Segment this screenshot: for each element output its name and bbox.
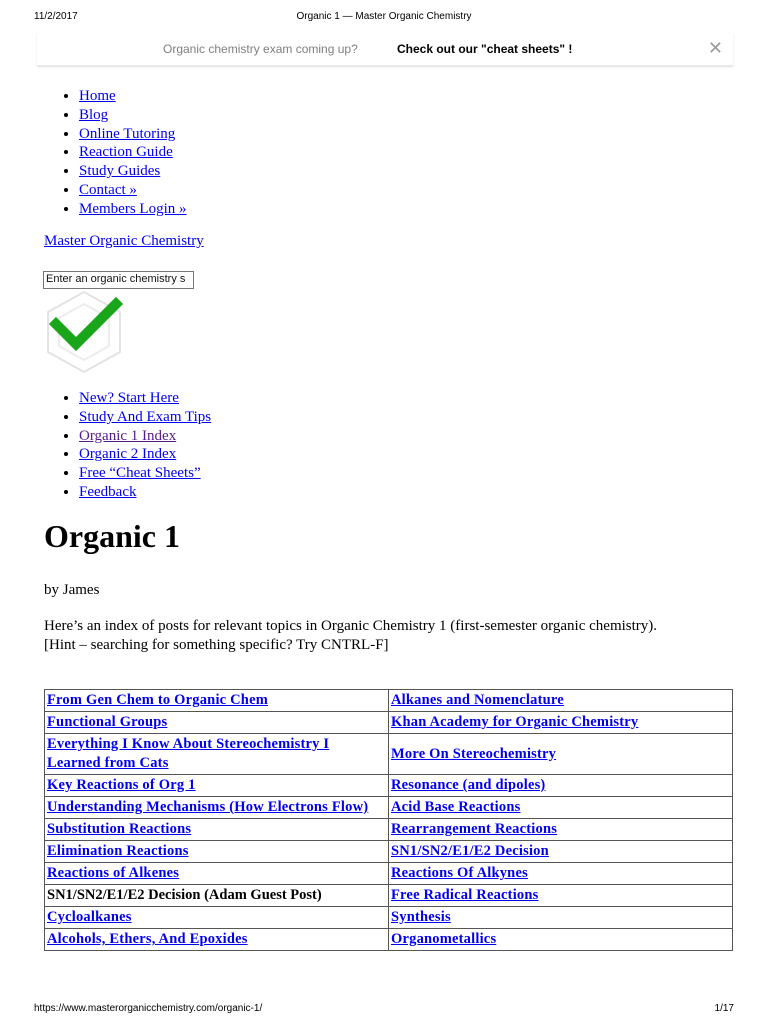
nav-link-home[interactable]: Home (79, 88, 116, 104)
subnav-item-study-tips (79, 408, 211, 427)
organic-1-index-table (44, 689, 733, 951)
intro-text (44, 617, 704, 654)
table-cell (45, 690, 389, 712)
table-cell (389, 819, 733, 841)
table-row (45, 929, 733, 951)
table-cell (389, 712, 733, 734)
banner-text: Organic chemistry exam coming up? (163, 42, 358, 56)
index-link[interactable]: Resonance (and dipoles) (391, 777, 546, 793)
table-row (45, 885, 733, 907)
print-url: https://www.masterorganicchemistry.com/organic-1/ (34, 1003, 263, 1014)
index-link[interactable]: Understanding Mechanisms (How Electrons Flow) (47, 799, 369, 815)
table-row (45, 775, 733, 797)
subnav-item-cheat-sheets (79, 464, 211, 483)
search-hint: [Hint – searching for something specific? Try CNTRL-F] (44, 636, 389, 653)
index-link[interactable]: Organometallics (391, 931, 497, 947)
table-row (45, 863, 733, 885)
index-link[interactable]: Reactions Of Alkynes (391, 865, 528, 881)
subnav-item-start-here (79, 389, 211, 408)
table-cell (389, 929, 733, 951)
table-cell (45, 907, 389, 929)
nav-link-tutoring[interactable]: Online Tutoring (79, 125, 176, 142)
banner-cta-link[interactable]: Check out our "cheat sheets" ! (397, 42, 573, 56)
table-cell (389, 841, 733, 863)
subnav-item-organic-1 (79, 427, 211, 446)
subnav-link-feedback[interactable]: Feedback (79, 483, 137, 500)
byline: by James (44, 582, 100, 598)
subnav-link-study-tips[interactable]: Study And Exam Tips (79, 408, 212, 425)
index-link[interactable]: Rearrangement Reactions (391, 821, 558, 837)
print-page-number: 1/17 (714, 1003, 734, 1014)
subnav-item-feedback (79, 483, 211, 502)
index-link[interactable]: Elimination Reactions (47, 843, 189, 859)
close-icon[interactable]: ✕ (707, 38, 723, 58)
nav-item-contact (79, 181, 186, 200)
main-nav (0, 87, 186, 219)
index-text: SN1/SN2/E1/E2 Decision (Adam Guest Post) (47, 887, 322, 903)
table-row (45, 690, 733, 712)
table-cell (389, 690, 733, 712)
index-link[interactable]: Khan Academy for Organic Chemistry (391, 714, 639, 730)
sub-nav (0, 389, 211, 502)
table-cell (389, 775, 733, 797)
nav-item-study-guides (79, 162, 186, 181)
nav-item-tutoring (79, 125, 186, 144)
table-cell (389, 863, 733, 885)
subnav-link-cheat-sheets[interactable]: Free “Cheat Sheets” (79, 465, 201, 482)
table-cell (389, 797, 733, 819)
table-row (45, 712, 733, 734)
table-row (45, 841, 733, 863)
print-header (34, 11, 734, 25)
table-row (45, 819, 733, 841)
nav-item-members-login (79, 200, 186, 219)
table-cell (45, 841, 389, 863)
index-link[interactable]: Functional Groups (47, 714, 168, 730)
index-link[interactable]: Synthesis (391, 909, 451, 925)
index-link[interactable]: Alcohols, Ethers, And Epoxides (47, 931, 248, 947)
intro-paragraph: Here’s an index of posts for relevant topics in Organic Chemistry 1 (first-semester organic chemistry). (44, 618, 658, 634)
table-cell (45, 734, 389, 775)
table-cell (45, 885, 389, 907)
table-cell (45, 797, 389, 819)
nav-link-study-guides[interactable]: Study Guides (79, 163, 161, 180)
table-row (45, 797, 733, 819)
index-link[interactable]: Key Reactions of Org 1 (47, 777, 196, 793)
nav-item-reaction-guide (79, 143, 186, 162)
checkmark-hexagon-icon[interactable] (42, 290, 126, 374)
nav-link-members-login[interactable]: Members Login » (79, 200, 187, 217)
table-cell (45, 863, 389, 885)
table-row (45, 907, 733, 929)
print-date: 11/2/2017 (34, 11, 78, 22)
index-link[interactable]: Reactions of Alkenes (47, 865, 180, 881)
subnav-item-organic-2 (79, 445, 211, 464)
table-cell (45, 929, 389, 951)
subnav-link-organic-1[interactable]: Organic 1 Index (79, 427, 177, 444)
print-footer (34, 1003, 734, 1017)
print-page-title: Organic 1 — Master Organic Chemistry (296, 11, 472, 22)
index-link[interactable]: Everything I Know About Stereochemistry I Learned from Cats (47, 736, 330, 771)
table-row (45, 734, 733, 775)
table-cell (45, 712, 389, 734)
promo-banner (37, 33, 733, 66)
index-link[interactable]: More On Stereochemistry (391, 745, 557, 762)
nav-item-blog (79, 106, 186, 125)
nav-link-contact[interactable]: Contact » (79, 181, 137, 198)
subnav-link-organic-2[interactable]: Organic 2 Index (79, 446, 177, 463)
table-cell (45, 819, 389, 841)
nav-link-blog[interactable]: Blog (79, 106, 109, 123)
table-cell (45, 775, 389, 797)
site-home-link[interactable]: Master Organic Chemistry (44, 233, 204, 249)
search-input[interactable]: Enter an organic chemistry s (43, 271, 194, 289)
index-link[interactable]: Free Radical Reactions (391, 887, 539, 903)
table-cell (389, 885, 733, 907)
index-link[interactable]: Acid Base Reactions (391, 799, 521, 815)
index-link[interactable]: From Gen Chem to Organic Chem (47, 692, 268, 708)
nav-item-home (79, 87, 186, 106)
index-link[interactable]: Cycloalkanes (47, 909, 132, 925)
index-link[interactable]: Alkanes and Nomenclature (391, 692, 564, 708)
subnav-link-start-here[interactable]: New? Start Here (79, 390, 179, 406)
index-link[interactable]: Substitution Reactions (47, 821, 192, 837)
table-cell (389, 907, 733, 929)
table-cell (389, 734, 733, 775)
nav-link-reaction-guide[interactable]: Reaction Guide (79, 144, 173, 161)
page-title: Organic 1 (44, 518, 180, 554)
index-link[interactable]: SN1/SN2/E1/E2 Decision (391, 843, 549, 859)
